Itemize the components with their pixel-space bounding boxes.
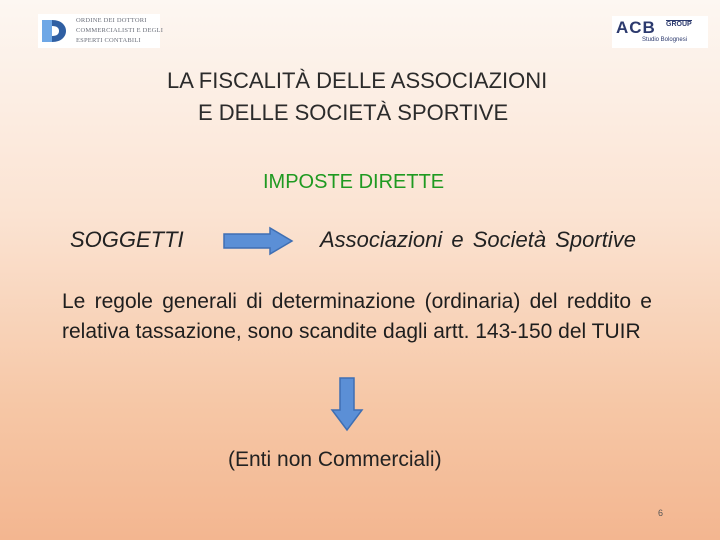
result-label: (Enti non Commerciali) bbox=[228, 448, 442, 471]
right-arrow-icon bbox=[222, 226, 294, 256]
odcec-logo bbox=[38, 14, 164, 48]
acb-group-logo bbox=[612, 16, 708, 48]
slide-title-line-2: E DELLE SOCIETÀ SPORTIVE bbox=[198, 100, 509, 125]
acb-group-label: GROUP bbox=[666, 21, 692, 28]
subject-value: Associazioni e Società Sportive bbox=[320, 227, 636, 252]
down-arrow-icon bbox=[330, 376, 364, 432]
page-number: 6 bbox=[658, 508, 664, 518]
subject-label: SOGGETTI bbox=[70, 227, 184, 252]
odcec-logo-line-2: COMMERCIALISTI E DEGLI bbox=[76, 27, 164, 34]
acb-brand: ACB bbox=[616, 18, 656, 37]
slide-subtitle: IMPOSTE DIRETTE bbox=[263, 171, 445, 193]
slide-title-line-1: LA FISCALITÀ DELLE ASSOCIAZIONI bbox=[167, 68, 548, 93]
acb-studio-label: Studio Bolognesi bbox=[642, 37, 688, 43]
odcec-logo-mark-icon bbox=[38, 14, 72, 48]
odcec-logo-line-1: ORDINE DEI DOTTORI bbox=[76, 17, 147, 24]
odcec-logo-line-3: ESPERTI CONTABILI bbox=[76, 37, 141, 44]
rules-paragraph: Le regole generali di determinazione (ordinaria) del reddito e relativa tassazione, sono scandite dagli artt. 143-150 del TUIR bbox=[62, 290, 652, 343]
odcec-logo-text bbox=[72, 17, 163, 45]
